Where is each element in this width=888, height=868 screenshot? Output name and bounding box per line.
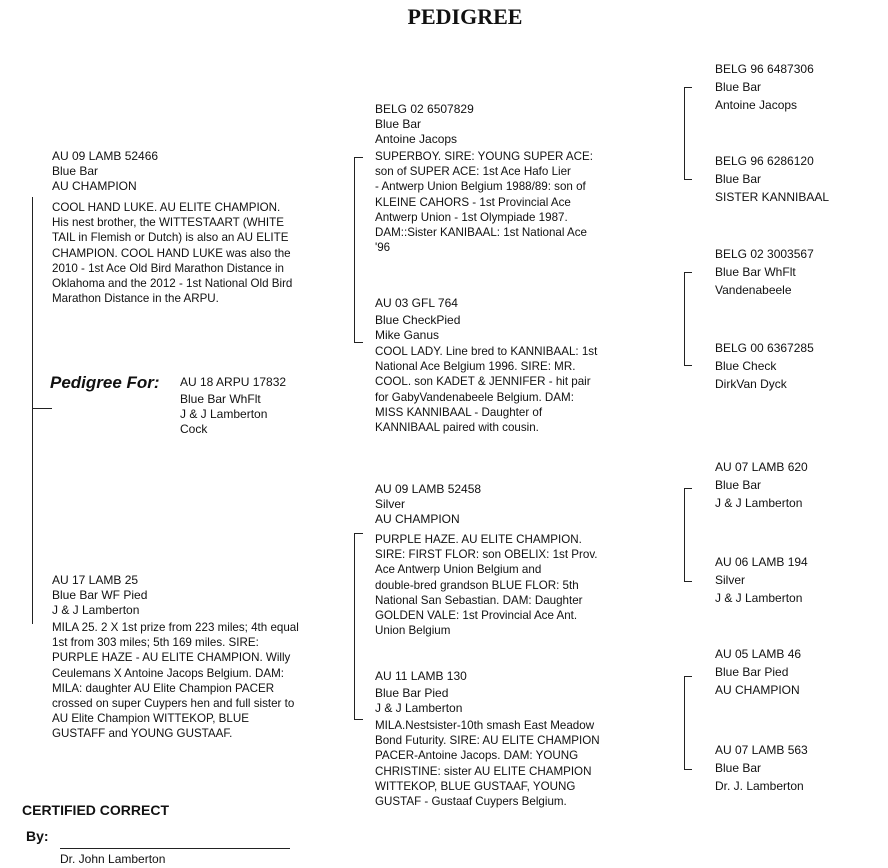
note-line: Ace Antwerp Union Belgium and <box>375 563 542 577</box>
dam-dam-owner: J & J Lamberton <box>375 701 463 715</box>
note-line: TAIL in Flemish or Dutch) is also an AU ELITE <box>52 231 289 245</box>
sire-sire-color: Blue Bar <box>375 117 422 131</box>
sire-notes <box>52 200 352 306</box>
g3-band: AU 06 LAMB 194 <box>715 555 808 569</box>
g3-entry <box>715 339 814 393</box>
g3-owner: J & J Lamberton <box>715 496 803 510</box>
sire-sire-notes <box>375 149 675 255</box>
dam-color: Blue Bar WF Pied <box>52 588 148 602</box>
g3-entry <box>715 553 808 607</box>
note-line: Ceulemans X Antoine Jacops Belgium. DAM: <box>52 666 284 680</box>
g3-owner: J & J Lamberton <box>715 591 803 605</box>
g3-band: AU 05 LAMB 46 <box>715 647 802 661</box>
dam-notes <box>52 620 352 742</box>
g3-entry <box>715 152 829 206</box>
sire-dam-notes <box>375 344 675 435</box>
note-line: PURPLE HAZE. AU ELITE CHAMPION. <box>375 533 582 546</box>
note-line: for GabyVandenabeele Belgium. DAM: <box>375 390 574 404</box>
bracket-g3-4-top <box>684 676 692 677</box>
dam-sire-title: AU CHAMPION <box>375 512 460 526</box>
bracket-sire-vertical <box>354 157 355 343</box>
note-line: SUPERBOY. SIRE: YOUNG SUPER ACE: <box>375 150 593 163</box>
g3-owner: SISTER KANNIBAAL <box>715 190 830 204</box>
dam-block <box>52 573 352 742</box>
note-line: CHRISTINE: sister AU ELITE CHAMPION <box>375 764 592 778</box>
note-line: PURPLE HAZE - AU ELITE CHAMPION. Willy <box>52 651 291 665</box>
bracket-dam-bottom <box>354 719 363 720</box>
dam-sire-color: Silver <box>375 497 406 511</box>
page-title: PEDIGREE <box>407 4 523 29</box>
g3-band: BELG 02 3003567 <box>715 247 814 261</box>
g3-entry <box>715 645 801 699</box>
sire-dam-block <box>375 296 675 435</box>
g3-band: BELG 96 6286120 <box>715 154 814 168</box>
bracket-dam-top <box>354 533 363 534</box>
g3-color: Blue Bar WhFlt <box>715 265 796 279</box>
note-line: Marathon Distance in the ARPU. <box>52 292 219 306</box>
g3-entry <box>715 60 814 114</box>
note-line: COOL HAND LUKE. AU ELITE CHAMPION. <box>52 201 281 214</box>
note-line: MILA: daughter AU Elite Champion PACER <box>52 681 275 695</box>
note-line: DAM::Sister KANIBAAL: 1st National Ace <box>375 226 587 240</box>
note-line: MILA 25. 2 X 1st prize from 223 miles; 4th equal <box>52 621 299 634</box>
g3-entry <box>715 245 814 299</box>
g3-color: Blue Bar <box>715 172 762 186</box>
g3-owner: Antoine Jacops <box>715 98 798 112</box>
dam-sire-block <box>375 482 675 638</box>
dam-sire-notes <box>375 532 675 638</box>
note-line: KLEINE CAHORS - 1st Provincial Ace <box>375 195 571 209</box>
subject-color: Blue Bar WhFlt <box>180 392 261 406</box>
dam-dam-block <box>375 669 675 809</box>
subject-block <box>180 375 350 437</box>
note-line: PACER-Antoine Jacops. DAM: YOUNG <box>375 749 579 763</box>
sire-dam-owner: Mike Ganus <box>375 328 440 342</box>
subject-sex: Cock <box>180 422 208 436</box>
note-line: MISS KANNIBAAL - Daughter of <box>375 405 543 419</box>
signature-line <box>60 848 290 849</box>
dam-owner: J & J Lamberton <box>52 603 140 617</box>
bracket-g3-2-bottom <box>684 365 692 366</box>
sire-dam-color: Blue CheckPied <box>375 313 461 327</box>
g3-band: BELG 00 6367285 <box>715 341 814 355</box>
bracket-root-vertical <box>32 197 33 624</box>
sire-sire-owner: Antoine Jacops <box>375 132 458 146</box>
sire-sire-block <box>375 102 675 255</box>
bracket-g3-1-top <box>684 87 692 88</box>
note-line: Oklahoma and the 2012 - 1st National Old Bird <box>52 277 293 291</box>
note-line: GOLDEN VALE: 1st Provincial Ace Ant. <box>375 609 578 623</box>
g3-color: Blue Bar <box>715 478 762 492</box>
bracket-sire-bottom <box>354 342 363 343</box>
bracket-g3-3-top <box>684 488 692 489</box>
note-line: Bond Futurity. SIRE: AU ELITE CHAMPION <box>375 734 600 748</box>
subject-owner: J & J Lamberton <box>180 407 268 421</box>
note-line: - Antwerp Union Belgium 1988/89: son of <box>375 180 586 194</box>
g3-color: Blue Bar Pied <box>715 665 789 679</box>
sire-band: AU 09 LAMB 52466 <box>52 149 159 163</box>
bracket-g3-2 <box>684 272 685 366</box>
bracket-g3-1 <box>684 87 685 180</box>
dam-dam-notes <box>375 718 675 809</box>
dam-dam-band: AU 11 LAMB 130 <box>375 669 467 683</box>
g3-owner: Vandenabeele <box>715 283 792 297</box>
note-line: GUSTAFF and YOUNG GUSTAAF. <box>52 727 233 741</box>
g3-color: Blue Bar <box>715 761 762 775</box>
subject-band: AU 18 ARPU 17832 <box>180 375 287 389</box>
note-line: Union Belgium <box>375 624 451 638</box>
g3-color: Silver <box>715 573 746 587</box>
g3-band: BELG 96 6487306 <box>715 62 814 76</box>
note-line: KANNIBAAL paired with cousin. <box>375 421 539 435</box>
bracket-root-tick <box>32 408 52 409</box>
note-line: WITTEKOP, BLUE GUSTAAF, YOUNG <box>375 779 576 793</box>
bracket-dam-vertical <box>354 533 355 720</box>
note-line: AU Elite Champion WITTEKOP, BLUE <box>52 712 249 726</box>
note-line: CHAMPION. COOL HAND LUKE was also the <box>52 246 291 260</box>
note-line: National San Sebastian. DAM: Daughter <box>375 593 583 607</box>
g3-color: Blue Check <box>715 359 777 373</box>
note-line: 2010 - 1st Ace Old Bird Marathon Distance in <box>52 261 284 275</box>
dam-sire-band: AU 09 LAMB 52458 <box>375 482 482 496</box>
note-line: National Ace Belgium 1996. SIRE: MR. <box>375 360 576 374</box>
note-line: SIRE: FIRST FLOR: son OBELIX: 1st Prov. <box>375 548 598 562</box>
note-line: GUSTAF - Gustaaf Cuypers Belgium. <box>375 795 567 809</box>
note-line: His nest brother, the WITTESTAART (WHITE <box>52 216 284 230</box>
bracket-g3-3-bottom <box>684 581 692 582</box>
certified-heading: CERTIFIED CORRECT <box>22 802 169 818</box>
g3-owner: AU CHAMPION <box>715 683 800 697</box>
sire-block <box>52 149 352 306</box>
dam-dam-color: Blue Bar Pied <box>375 686 449 700</box>
note-line: COOL. son KADET & JENNIFER - hit pair <box>375 375 591 389</box>
g3-owner: Dr. J. Lamberton <box>715 779 804 793</box>
note-line: crossed on super Cuypers hen and full sister to <box>52 697 295 711</box>
g3-band: AU 07 LAMB 620 <box>715 460 808 474</box>
by-label: By: <box>26 828 49 844</box>
sire-dam-band: AU 03 GFL 764 <box>375 296 458 310</box>
note-line: 1st from 303 miles; 5th 169 miles. SIRE: <box>52 636 259 650</box>
g3-entry <box>715 741 808 795</box>
sire-title: AU CHAMPION <box>52 179 137 193</box>
note-line: COOL LADY. Line bred to KANNIBAAL: 1st <box>375 345 598 358</box>
bracket-g3-2-top <box>684 272 692 273</box>
note-line: MILA.Nestsister-10th smash East Meadow <box>375 719 595 732</box>
sire-sire-band: BELG 02 6507829 <box>375 102 474 116</box>
note-line: Antwerp Union - 1st Olympiade 1987. <box>375 210 568 224</box>
bracket-g3-4 <box>684 676 685 770</box>
note-line: '96 <box>375 241 391 255</box>
g3-band: AU 07 LAMB 563 <box>715 743 808 757</box>
dam-band: AU 17 LAMB 25 <box>52 573 139 587</box>
bracket-g3-1-bottom <box>684 179 692 180</box>
g3-owner: DirkVan Dyck <box>715 377 787 391</box>
bracket-g3-4-bottom <box>684 769 692 770</box>
pedigree-for-label: Pedigree For: <box>50 373 160 392</box>
note-line: son of SUPER ACE: 1st Ace Hafo Lier <box>375 165 571 179</box>
g3-entry <box>715 458 808 512</box>
sire-color: Blue Bar <box>52 164 99 178</box>
bracket-sire-top <box>354 157 363 158</box>
bracket-g3-3 <box>684 488 685 582</box>
g3-color: Blue Bar <box>715 80 762 94</box>
signer-name: Dr. John Lamberton <box>60 852 166 866</box>
note-line: double-bred grandson BLUE FLOR: 5th <box>375 578 579 592</box>
